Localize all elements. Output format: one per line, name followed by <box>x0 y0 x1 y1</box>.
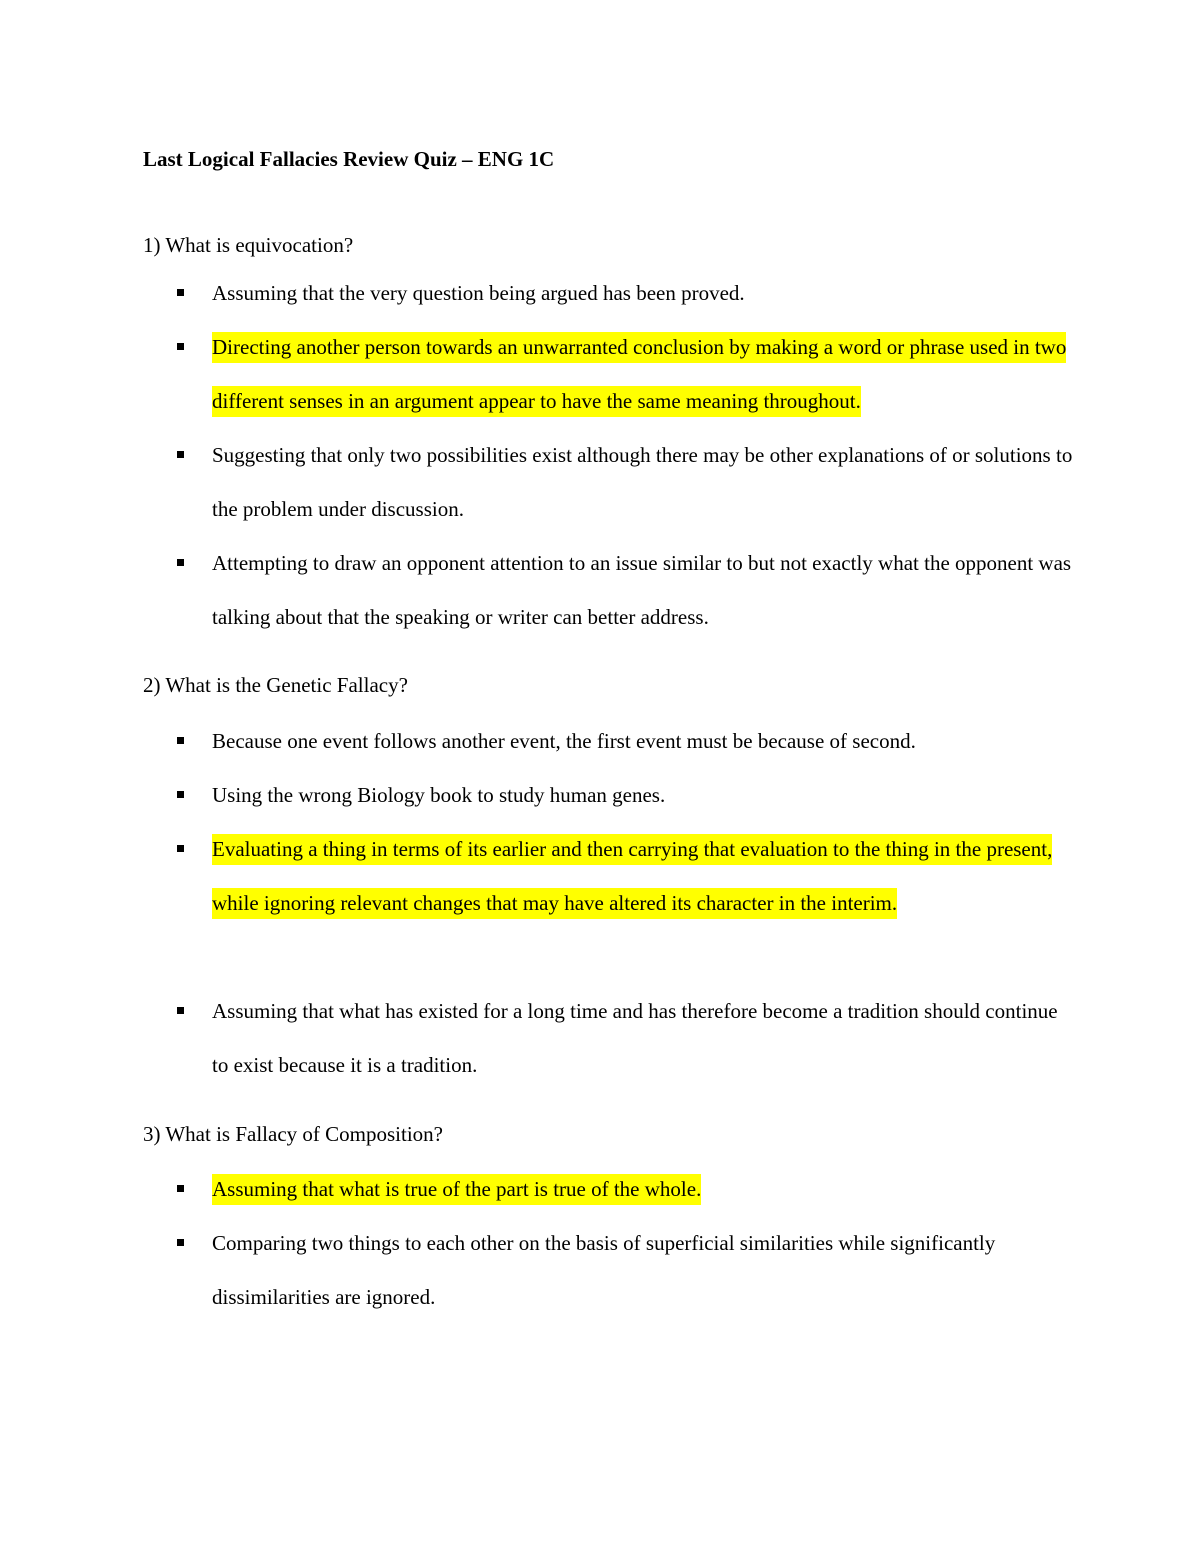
square-bullet-icon <box>175 778 199 812</box>
question-1-option-d <box>175 546 1075 644</box>
option-text: Using the wrong Biology book to study human genes. <box>212 783 666 807</box>
square-bullet-icon <box>175 1172 199 1206</box>
question-2-option-d <box>175 994 1075 1092</box>
option-text-highlighted: Directing another person towards an unwarranted conclusion by making a word or phrase used in two different senses in an argument appear to have the same meaning throughout. <box>212 332 1066 417</box>
square-bullet-icon <box>175 994 199 1028</box>
square-bullet-icon <box>175 1226 199 1260</box>
question-3-prompt: 3) What is Fallacy of Composition? <box>143 1122 443 1146</box>
question-2-prompt: 2) What is the Genetic Fallacy? <box>143 673 408 697</box>
document-title: Last Logical Fallacies Review Quiz – ENG 1C <box>143 147 555 171</box>
square-bullet-icon <box>175 724 199 758</box>
question-2-option-b <box>175 778 1075 822</box>
square-bullet-icon <box>175 832 199 866</box>
question-3-option-a <box>175 1172 1075 1216</box>
square-bullet-icon <box>175 438 199 472</box>
question-3-option-b <box>175 1226 1075 1324</box>
option-text: Assuming that what has existed for a long time and has therefore become a tradition should continue to exist because it is a tradition. <box>212 999 1058 1077</box>
question-2-option-c <box>175 832 1075 930</box>
option-text: Assuming that the very question being argued has been proved. <box>212 281 745 305</box>
option-text: Comparing two things to each other on the basis of superficial similarities while significantly dissimilarities are ignored. <box>212 1231 996 1309</box>
option-text-highlighted: Evaluating a thing in terms of its earlier and then carrying that evaluation to the thing in the present, while ignoring relevant changes that may have altered its character in the interim. <box>212 834 1052 919</box>
option-text-highlighted: Assuming that what is true of the part is true of the whole. <box>212 1174 701 1205</box>
question-1-option-a <box>175 276 1075 320</box>
option-text: Attempting to draw an opponent attention to an issue similar to but not exactly what the opponent was talking about that the speaking or writer can better address. <box>212 551 1072 629</box>
question-1-option-c <box>175 438 1075 536</box>
question-1-prompt: 1) What is equivocation? <box>143 233 354 257</box>
question-2-option-a <box>175 724 1075 768</box>
question-1-option-b <box>175 330 1075 428</box>
option-text: Suggesting that only two possibilities exist although there may be other explanations of or solutions to the problem under discussion. <box>212 443 1073 521</box>
square-bullet-icon <box>175 276 199 310</box>
square-bullet-icon <box>175 546 199 580</box>
option-text: Because one event follows another event, the first event must be because of second. <box>212 729 916 753</box>
square-bullet-icon <box>175 330 199 364</box>
